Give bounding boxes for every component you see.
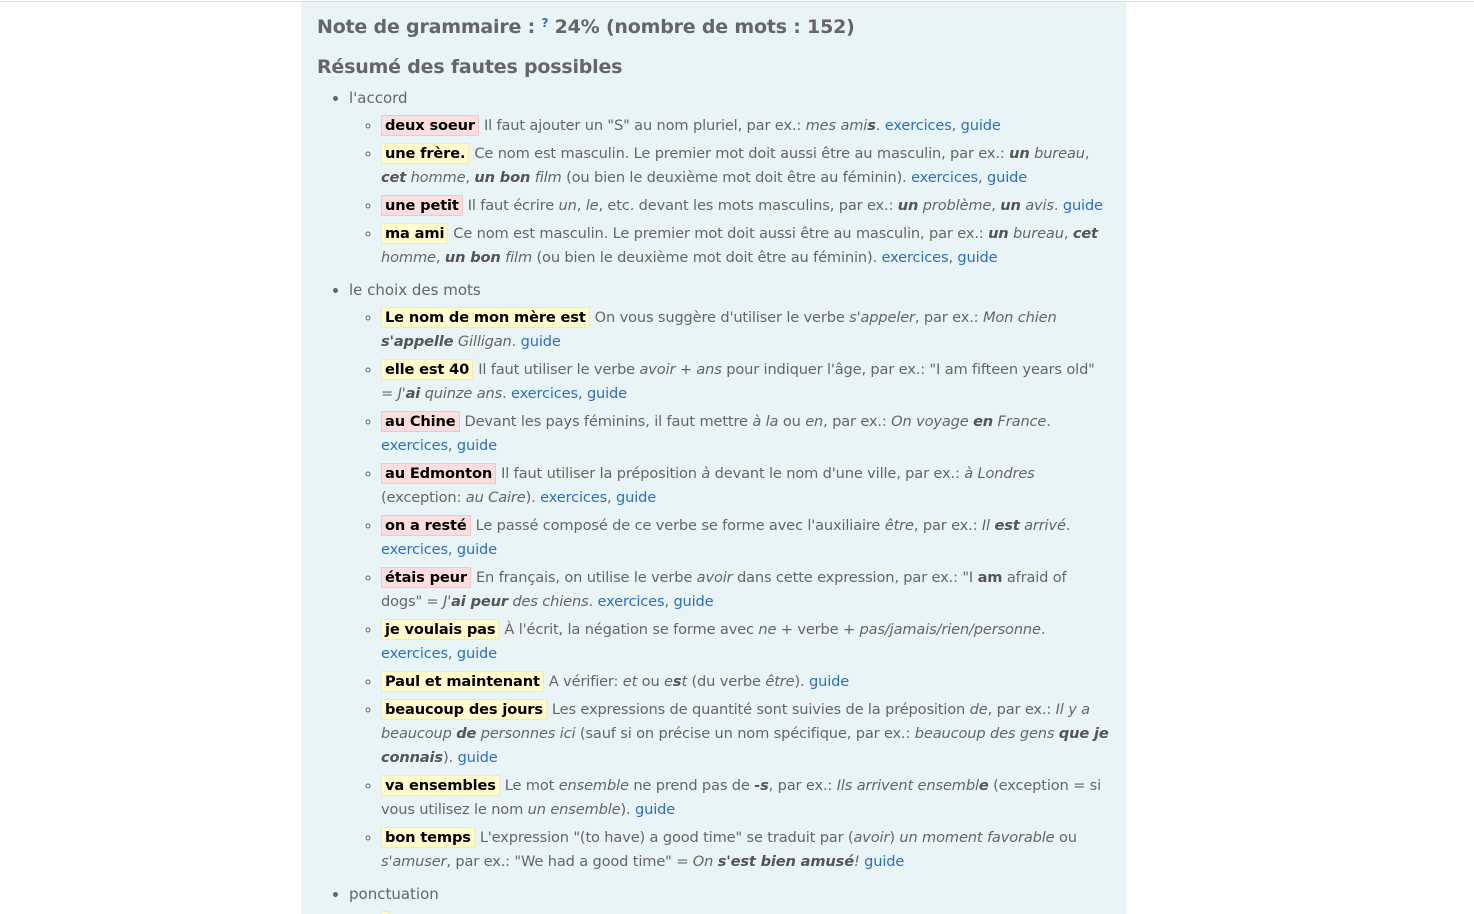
error-item bbox=[381, 566, 1110, 614]
error-item bbox=[381, 142, 1110, 190]
guide-link[interactable]: guide bbox=[808, 673, 850, 690]
explanation-text: (exception: bbox=[381, 489, 466, 506]
explanation-text: (exception = si vous utilisez le nom bbox=[381, 777, 1102, 818]
explanation-text: ). bbox=[442, 749, 458, 766]
explanation-text: devant le nom d'une ville, par ex.: bbox=[710, 465, 965, 482]
explanation-text: Il faut utiliser la préposition bbox=[501, 465, 702, 482]
exercices-link[interactable]: exercices bbox=[381, 645, 448, 662]
example-text: un moment favorable bbox=[899, 829, 1055, 846]
explanation-text: ). bbox=[794, 673, 809, 690]
summary-title: Résumé des fautes possibles bbox=[317, 56, 623, 78]
explanation-text: , bbox=[447, 437, 457, 454]
explanation-text: . bbox=[502, 385, 512, 402]
explanation-text: . bbox=[1065, 517, 1071, 534]
example-text: t bbox=[681, 673, 688, 690]
explanation-text: Il faut ajouter un "S" au nom pluriel, par ex.: bbox=[483, 117, 806, 134]
example-text: film bbox=[530, 169, 562, 186]
guide-link[interactable]: guide bbox=[456, 437, 497, 454]
error-highlight[interactable]: Paul et maintenant bbox=[381, 671, 544, 692]
guide-link[interactable]: guide bbox=[586, 385, 627, 402]
grammar-score-heading bbox=[317, 14, 1110, 40]
example-text: Mon chien bbox=[982, 309, 1057, 326]
explanation-text: , bbox=[465, 169, 475, 186]
example-text: avoir + ans bbox=[639, 361, 722, 378]
emphasis-text: s'appelle bbox=[381, 333, 454, 350]
error-highlight[interactable]: deux soeur bbox=[381, 115, 479, 136]
error-item bbox=[381, 774, 1110, 822]
example-text: Gilligan bbox=[453, 333, 512, 350]
explanation-text: , par ex.: bbox=[768, 777, 837, 794]
error-item-list bbox=[349, 910, 1110, 914]
explanation-text: À l'écrit, la négation se forme avec bbox=[504, 621, 759, 638]
example-text: quinze ans bbox=[420, 385, 503, 402]
error-item bbox=[381, 306, 1110, 354]
example-text: s'amuser bbox=[381, 853, 447, 870]
example-text: ne bbox=[758, 621, 777, 638]
example-text: J' bbox=[443, 593, 452, 610]
category-label: le choix des mots bbox=[349, 281, 481, 299]
explanation-text: Devant les pays féminins, il faut mettre bbox=[464, 413, 753, 430]
exercices-link[interactable]: exercices bbox=[597, 593, 665, 610]
example-text: arrivé bbox=[1019, 517, 1066, 534]
guide-link[interactable]: guide bbox=[456, 541, 497, 558]
example-text: un ensemble bbox=[527, 801, 621, 818]
example-text: de bbox=[969, 701, 988, 718]
explanation-text: , par ex.: bbox=[987, 701, 1056, 718]
exercices-link[interactable]: exercices bbox=[911, 169, 978, 186]
error-category bbox=[349, 86, 1110, 270]
explanation-text: ) bbox=[889, 829, 900, 846]
emphasis-text: s bbox=[672, 673, 682, 690]
explanation-text: , bbox=[664, 593, 674, 610]
explanation-text: , par ex.: "We had a good time" = bbox=[446, 853, 693, 870]
word-count: (nombre de mots : 152) bbox=[605, 16, 855, 38]
explanation-text: ou bbox=[637, 673, 665, 690]
explanation-text: , bbox=[577, 385, 587, 402]
explanation-text: , etc. devant les mots masculins, par ex.: bbox=[598, 197, 898, 214]
explanation-text: , bbox=[948, 249, 958, 266]
explanation-text: Le mot bbox=[504, 777, 559, 794]
error-item bbox=[381, 670, 1110, 694]
error-highlight[interactable]: étais peur bbox=[381, 567, 471, 588]
error-item bbox=[381, 358, 1110, 406]
error-item-list bbox=[349, 306, 1110, 874]
guide-link[interactable]: guide bbox=[520, 333, 561, 350]
example-text: à bbox=[701, 465, 711, 482]
explanation-text: , bbox=[447, 645, 457, 662]
error-item bbox=[381, 698, 1110, 770]
explanation-text: Les expressions de quantité sont suivies de la préposition bbox=[551, 701, 970, 718]
guide-link[interactable]: guide bbox=[1062, 197, 1103, 214]
explanation-text: . bbox=[511, 333, 521, 350]
explanation-text: , par ex.: bbox=[913, 517, 982, 534]
example-text: J' bbox=[397, 385, 406, 402]
error-category bbox=[349, 882, 1110, 914]
error-highlight[interactable]: ma ami bbox=[381, 223, 448, 244]
error-highlight[interactable]: va ensembles bbox=[381, 775, 500, 796]
bold-text: am bbox=[977, 569, 1003, 586]
explanation-text: . bbox=[1046, 413, 1051, 430]
explanation-text: , bbox=[991, 197, 1001, 214]
error-item bbox=[381, 222, 1110, 270]
error-highlight[interactable]: une frère. bbox=[381, 143, 469, 164]
emphasis-text: un bbox=[988, 225, 1009, 242]
explanation-text: Ce nom est masculin. Le premier mot doit aussi être au masculin, par ex.: bbox=[474, 145, 1010, 162]
error-item-list bbox=[349, 114, 1110, 270]
emphasis-text: -s bbox=[754, 777, 769, 794]
emphasis-text: que je connais bbox=[381, 725, 1109, 766]
exercices-link[interactable]: exercices bbox=[381, 541, 448, 558]
example-text: Ils arrivent ensembl bbox=[836, 777, 979, 794]
example-text: e bbox=[664, 673, 673, 690]
error-highlight[interactable]: elle est 40 bbox=[381, 359, 473, 380]
explanation-text: Il faut utiliser le verbe bbox=[478, 361, 640, 378]
exercices-link[interactable]: exercices bbox=[511, 385, 578, 402]
example-text: problème bbox=[918, 197, 992, 214]
emphasis-text: en bbox=[973, 413, 994, 430]
emphasis-text: un bon bbox=[474, 169, 531, 186]
example-text: ensemble bbox=[558, 777, 629, 794]
guide-link[interactable]: guide bbox=[957, 249, 998, 266]
emphasis-text: ai peur bbox=[451, 593, 508, 610]
explanation-text: , bbox=[607, 489, 617, 506]
exercices-link[interactable]: exercices bbox=[381, 437, 448, 454]
grammar-report-panel bbox=[301, 2, 1126, 914]
emphasis-text: de bbox=[456, 725, 477, 742]
explanation-text: (ou bien le deuxième mot doit être au féminin). bbox=[532, 249, 882, 266]
explanation-text: ou bbox=[1054, 829, 1077, 846]
example-text: avoir bbox=[853, 829, 890, 846]
example-text: beaucoup des gens bbox=[914, 725, 1059, 742]
example-text: avis bbox=[1020, 197, 1054, 214]
guide-link[interactable]: guide bbox=[456, 645, 497, 662]
error-highlight[interactable]: on a resté bbox=[381, 515, 471, 536]
emphasis-text: s bbox=[867, 117, 876, 134]
emphasis-text: cet bbox=[1072, 225, 1098, 242]
error-highlight[interactable]: au Edmonton bbox=[381, 463, 496, 484]
exercices-link[interactable]: exercices bbox=[884, 117, 952, 134]
example-text: Il bbox=[981, 517, 995, 534]
emphasis-text: un bbox=[897, 197, 919, 214]
emphasis-text: un bbox=[1000, 197, 1021, 214]
example-text: homme bbox=[406, 169, 466, 186]
example-text: On voyage bbox=[891, 413, 974, 430]
emphasis-text: cet bbox=[381, 169, 407, 186]
example-text: des chiens bbox=[507, 593, 589, 610]
emphasis-text: e bbox=[978, 777, 989, 794]
example-text: film bbox=[500, 249, 533, 266]
error-item bbox=[381, 194, 1110, 218]
help-link[interactable]: ? bbox=[541, 16, 549, 30]
example-text: personnes ici bbox=[476, 725, 576, 742]
error-highlight[interactable]: bon temps bbox=[381, 827, 475, 848]
exercices-link[interactable]: exercices bbox=[881, 249, 949, 266]
example-text: bureau bbox=[1008, 225, 1064, 242]
emphasis-text: ai bbox=[405, 385, 421, 402]
emphasis-text: un bon bbox=[444, 249, 501, 266]
error-category bbox=[349, 278, 1110, 874]
explanation-text: Ce nom est masculin. Le premier mot doit aussi être au masculin, par ex.: bbox=[453, 225, 989, 242]
explanation-text: , bbox=[435, 249, 445, 266]
explanation-text: , bbox=[978, 169, 987, 186]
error-highlight[interactable]: beaucoup des jours bbox=[381, 699, 547, 720]
error-item bbox=[381, 618, 1110, 666]
explanation-text: ). bbox=[525, 489, 541, 506]
example-text: en bbox=[805, 413, 824, 430]
explanation-text: . bbox=[1053, 197, 1063, 214]
example-text: un bbox=[558, 197, 577, 214]
explanation-text: Le passé composé de ce verbe se forme avec l'auxiliaire bbox=[475, 517, 885, 534]
example-text: Il y a beaucoup bbox=[381, 701, 1090, 742]
explanation-text: En français, on utilise le verbe bbox=[475, 569, 697, 586]
explanation-text: . bbox=[588, 593, 598, 610]
error-item bbox=[381, 114, 1110, 138]
explanation-text: pour indiquer l'âge, par ex.: "I am fifteen years old" = bbox=[381, 361, 1095, 402]
explanation-text: (ou bien le deuxième mot doit être au féminin). bbox=[561, 169, 912, 186]
explanation-text: On vous suggère d'utiliser le verbe bbox=[594, 309, 850, 326]
guide-link[interactable]: guide bbox=[616, 489, 657, 506]
exercices-link[interactable]: exercices bbox=[540, 489, 608, 506]
error-highlight[interactable]: Le nom de mon mère est bbox=[381, 307, 590, 328]
explanation-text: ou bbox=[778, 413, 806, 430]
error-item bbox=[381, 462, 1110, 510]
example-text: au Caire bbox=[465, 489, 526, 506]
explanation-text: afraid of dogs" = bbox=[381, 569, 1067, 610]
example-text: France bbox=[993, 413, 1047, 430]
example-text: avoir bbox=[696, 569, 733, 586]
emphasis-text: s'est bien amusé bbox=[717, 853, 854, 870]
explanation-text: A vérifier: bbox=[548, 673, 623, 690]
explanation-text: + verbe + bbox=[776, 621, 860, 638]
explanation-text: , par ex.: bbox=[914, 309, 983, 326]
error-highlight[interactable]: je voulais pas bbox=[381, 619, 499, 640]
guide-link[interactable]: guide bbox=[634, 801, 676, 818]
explanation-text: ). bbox=[620, 801, 635, 818]
example-text: le bbox=[585, 197, 599, 214]
explanation-text: , bbox=[1063, 225, 1073, 242]
example-text: et bbox=[622, 673, 638, 690]
category-label: ponctuation bbox=[349, 885, 439, 903]
explanation-text: , bbox=[1084, 145, 1090, 162]
error-highlight[interactable]: au Chine bbox=[381, 411, 460, 432]
explanation-text: , bbox=[951, 117, 961, 134]
example-text: être bbox=[765, 673, 795, 690]
explanation-text: dans cette expression, par ex.: "I bbox=[732, 569, 978, 586]
emphasis-text: est bbox=[994, 517, 1020, 534]
example-text: pas/jamais/rien/personne bbox=[859, 621, 1041, 638]
explanation-text: , bbox=[576, 197, 586, 214]
score-value: 24% bbox=[554, 16, 600, 38]
guide-link[interactable]: guide bbox=[457, 749, 498, 766]
explanation-text: Il faut écrire bbox=[467, 197, 559, 214]
guide-link[interactable]: guide bbox=[864, 853, 905, 870]
example-text: s'appeler bbox=[849, 309, 915, 326]
example-text: On bbox=[692, 853, 718, 870]
example-text: bureau bbox=[1029, 145, 1085, 162]
score-label: Note de grammaire : bbox=[317, 16, 542, 38]
error-item bbox=[381, 910, 1110, 914]
emphasis-text: un bbox=[1009, 145, 1030, 162]
explanation-text: L'expression "(to have) a good time" se traduit par ( bbox=[479, 829, 854, 846]
explanation-text: (du verbe bbox=[687, 673, 766, 690]
explanation-text: . bbox=[875, 117, 885, 134]
guide-link[interactable]: guide bbox=[960, 117, 1001, 134]
error-highlight[interactable]: une petit bbox=[381, 195, 463, 216]
category-label: l'accord bbox=[349, 89, 408, 107]
error-category-list bbox=[317, 86, 1110, 914]
error-item bbox=[381, 826, 1110, 874]
explanation-text: , par ex.: bbox=[823, 413, 892, 430]
error-item bbox=[381, 514, 1110, 562]
example-text: ! bbox=[853, 853, 860, 870]
example-text: à Londres bbox=[964, 465, 1035, 482]
example-text: homme bbox=[381, 249, 436, 266]
explanation-text: , bbox=[447, 541, 457, 558]
explanation-text: (sauf si on précise un nom spécifique, par ex.: bbox=[575, 725, 915, 742]
example-text: être bbox=[884, 517, 914, 534]
explanation-text: . bbox=[1040, 621, 1046, 638]
example-text: à la bbox=[752, 413, 779, 430]
example-text: mes ami bbox=[805, 117, 868, 134]
guide-link[interactable]: guide bbox=[986, 169, 1028, 186]
error-item bbox=[381, 410, 1110, 458]
explanation-text: ne prend pas de bbox=[628, 777, 755, 794]
guide-link[interactable]: guide bbox=[673, 593, 714, 610]
